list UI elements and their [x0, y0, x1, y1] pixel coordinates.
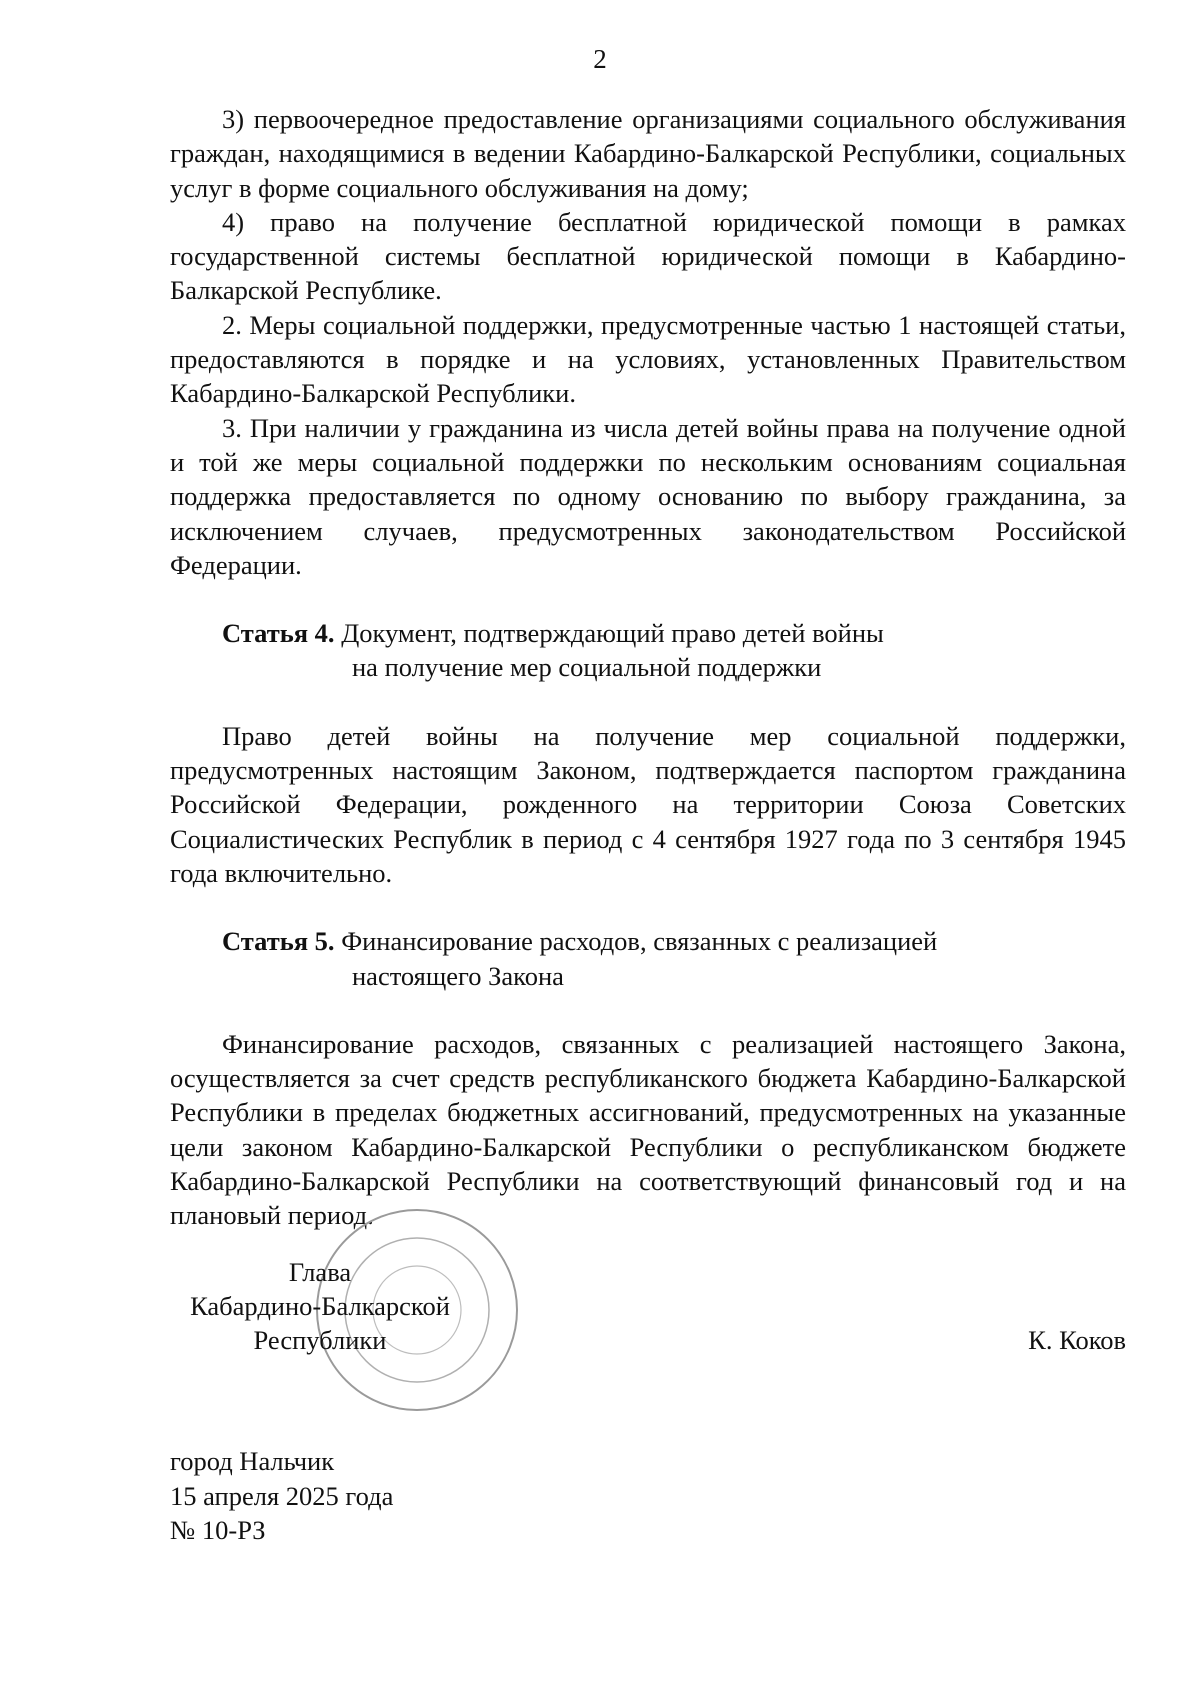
paragraph-item-3: 3) первоочередное предоставление организациями социального обслуживания граждан, находящимися в ведении Кабардино-Балкарской Республики, социальных услуг в форме социального обслуживания на дому;	[170, 104, 1126, 203]
paragraph-part-2: 2. Меры социальной поддержки, предусмотренные частью 1 настоящей статьи, предоставляются в порядке и на условиях, установленных Правительством Кабардино-Балкарской Республики.	[170, 309, 1126, 409]
article-4-title-line2: на получение мер социальной поддержки	[352, 652, 822, 683]
footer-city: город Нальчик	[170, 1446, 335, 1476]
signatory-title-line1: Глава	[288, 1257, 352, 1287]
signatory-name: К. Коков	[1028, 1325, 1126, 1355]
document-footer	[170, 1444, 393, 1548]
article-4-text: Право детей войны на получение мер социальной поддержки, предусмотренных настоящим Законом, подтверждается паспортом гражданина Российской Федерации, рожденного на территории Союза Советских Социалистических Республик в период с 4 сентября 1927 года по 3 сентября 1945 года включительно.	[170, 720, 1126, 888]
article-5-title-line2: настоящего Закона	[352, 960, 564, 991]
document-body	[170, 102, 1126, 1233]
page-number: 2	[593, 44, 607, 74]
signatory-title-line2: Кабардино-Балкарской	[190, 1291, 450, 1321]
article-5-title-line1: Финансирование расходов, связанных с реализацией	[341, 926, 938, 957]
article-4-title-line1: Документ, подтверждающий право детей войны	[341, 618, 884, 649]
article-4-heading	[170, 616, 1126, 685]
article-5-heading	[170, 924, 1126, 993]
article-5-text: Финансирование расходов, связанных с реализацией настоящего Закона, осуществляется за счет средств республиканского бюджета Кабардино-Балкарской Республики в пределах бюджетных ассигнований, предусмотренных на указанные цели законом Кабардино-Балкарской Республики о республиканском бюджете Кабардино-Балкарской Республики на соответствующий финансовый год и на плановый период.	[170, 1028, 1126, 1231]
paragraph-item-4: 4) право на получение бесплатной юридической помощи в рамках государственной системы бесплатной юридической помощи в Кабардино-Балкарской Республике.	[170, 206, 1126, 306]
signatory-title-line3: Республики	[253, 1325, 387, 1355]
article-5-label: Статья 5.	[222, 926, 335, 957]
footer-number: № 10-РЗ	[170, 1515, 266, 1545]
signatory-title	[170, 1255, 470, 1357]
signature-block	[170, 1255, 1126, 1405]
article-4-label: Статья 4.	[222, 618, 335, 649]
footer-date: 15 апреля 2025 года	[170, 1480, 394, 1511]
paragraph-part-3: 3. При наличии у гражданина из числа детей войны права на получение одной и той же меры социальной поддержки по нескольким основаниям социальная поддержка предоставляется по одному основанию по выбору гражданина, за исключением случаев, предусмотренных законодательством Российской Федерации.	[170, 412, 1126, 580]
